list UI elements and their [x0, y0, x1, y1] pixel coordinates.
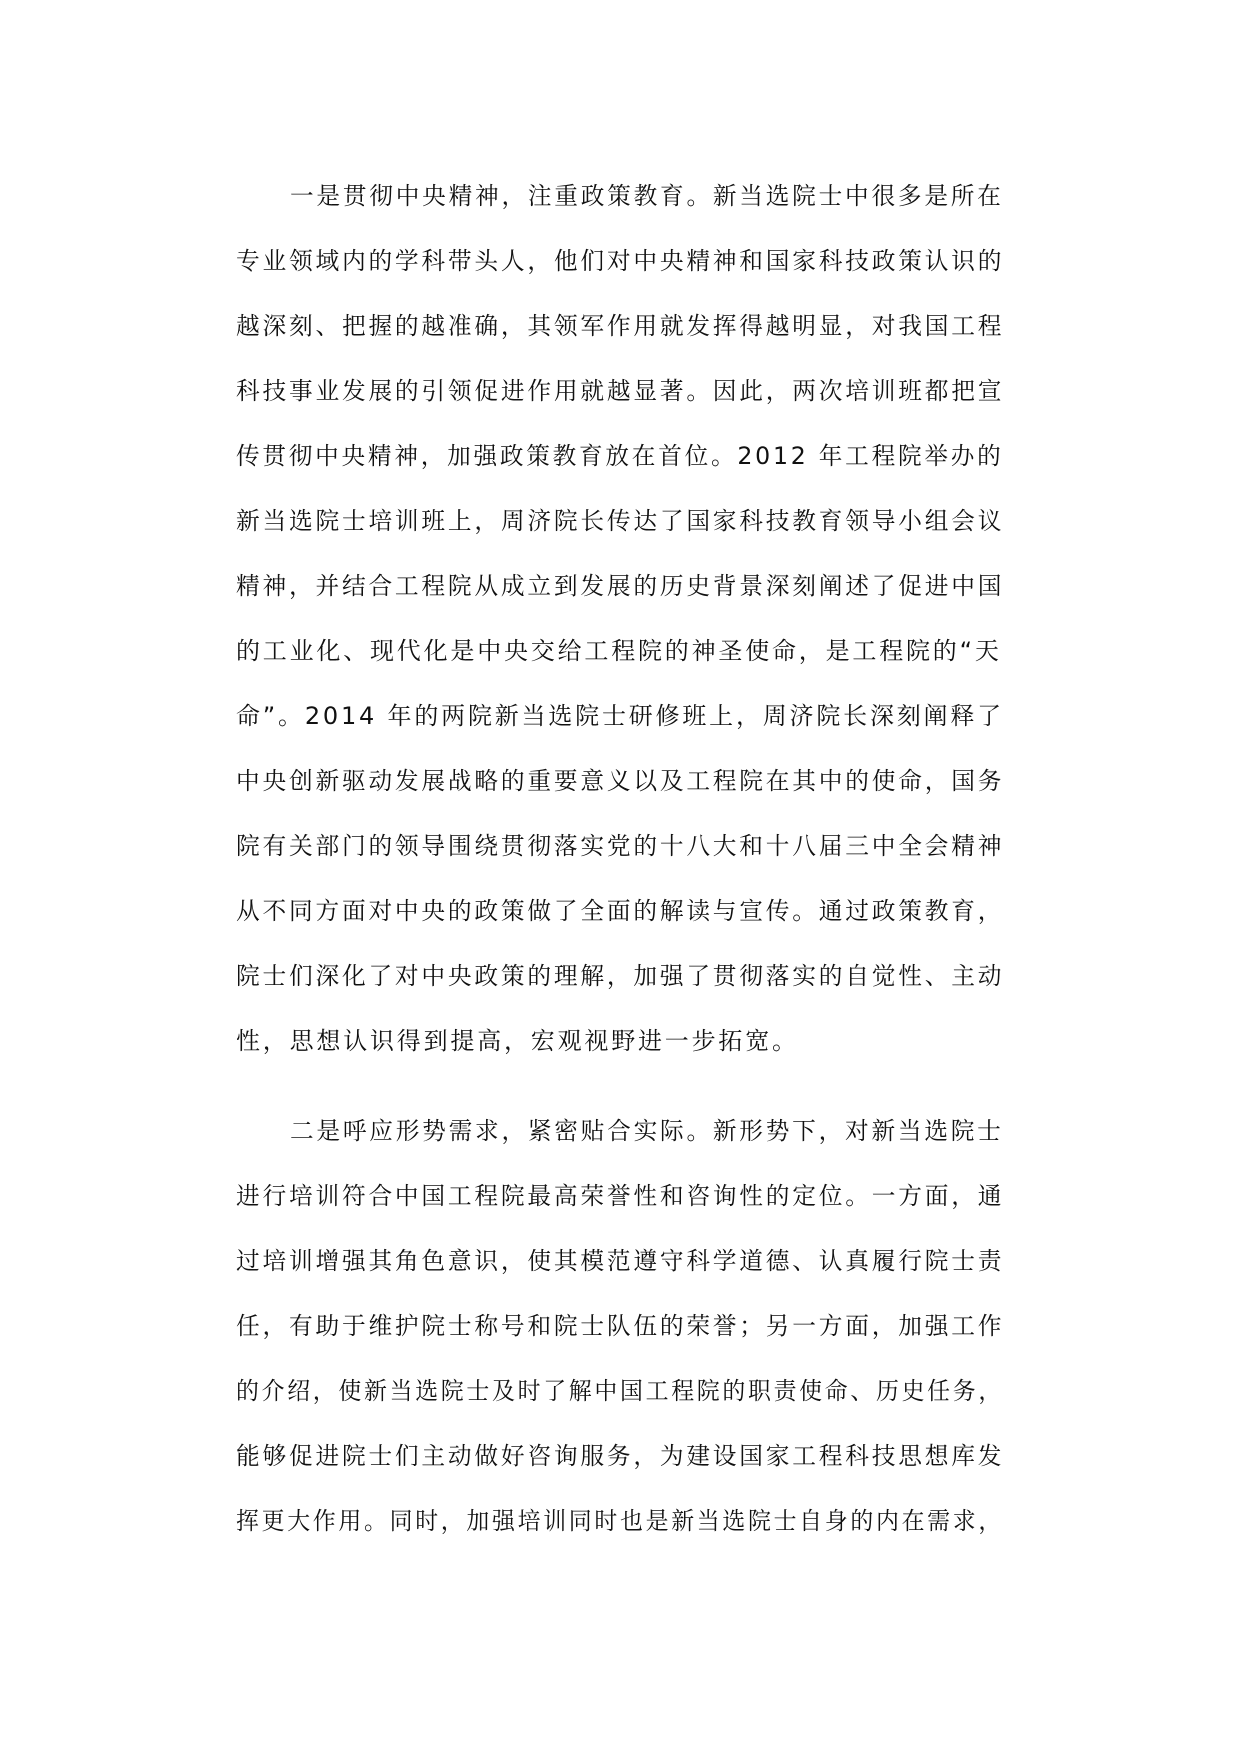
text-line: 专业领域内的学科带头人，他们对中央精神和国家科技政策认识的 [236, 247, 1005, 275]
text-line: 任，有助于维护院士称号和院士队伍的荣誉；另一方面，加强工作 [236, 1312, 1005, 1340]
text-line: 命”。2014 年的两院新当选院士研修班上，周济院长深刻阐释了 [236, 702, 1004, 730]
text-line: 科技事业发展的引领促进作用就越显著。因此，两次培训班都把宣 [236, 377, 1005, 405]
text-line: 的工业化、现代化是中央交给工程院的神圣使命，是工程院的“天 [236, 637, 1002, 665]
text-line: 性，思想认识得到提高，宏观视野进一步拓宽。 [236, 1027, 799, 1055]
text-line: 中央创新驱动发展战略的重要意义以及工程院在其中的使命，国务 [236, 767, 1005, 795]
text-line: 挥更大作用。同时，加强培训同时也是新当选院士自身的内在需求， [236, 1507, 1004, 1535]
text-line: 越深刻、把握的越准确，其领军作用就发挥得越明显，对我国工程 [236, 312, 1005, 340]
text-line: 的介绍，使新当选院士及时了解中国工程院的职责使命、历史任务， [236, 1377, 1004, 1405]
text-line: 一是贯彻中央精神，注重政策教育。新当选院士中很多是所在 [290, 182, 1004, 210]
text-line: 进行培训符合中国工程院最高荣誉性和咨询性的定位。一方面，通 [236, 1182, 1005, 1210]
text-line: 过培训增强其角色意识，使其模范遵守科学道德、认真履行院士责 [236, 1247, 1005, 1275]
text-line: 二是呼应形势需求，紧密贴合实际。新形势下，对新当选院士 [290, 1117, 1004, 1145]
text-line: 院士们深化了对中央政策的理解，加强了贯彻落实的自觉性、主动 [236, 962, 1005, 990]
text-line: 院有关部门的领导围绕贯彻落实党的十八大和十八届三中全会精神 [236, 832, 1005, 860]
text-line: 能够促进院士们主动做好咨询服务，为建设国家工程科技思想库发 [236, 1442, 1005, 1470]
text-line: 从不同方面对中央的政策做了全面的解读与宣传。通过政策教育， [236, 897, 1005, 925]
text-line: 新当选院士培训班上，周济院长传达了国家科技教育领导小组会议 [236, 507, 1005, 535]
text-line: 精神，并结合工程院从成立到发展的历史背景深刻阐述了促进中国 [236, 572, 1005, 600]
text-line: 传贯彻中央精神，加强政策教育放在首位。2012 年工程院举办的 [236, 442, 1004, 470]
